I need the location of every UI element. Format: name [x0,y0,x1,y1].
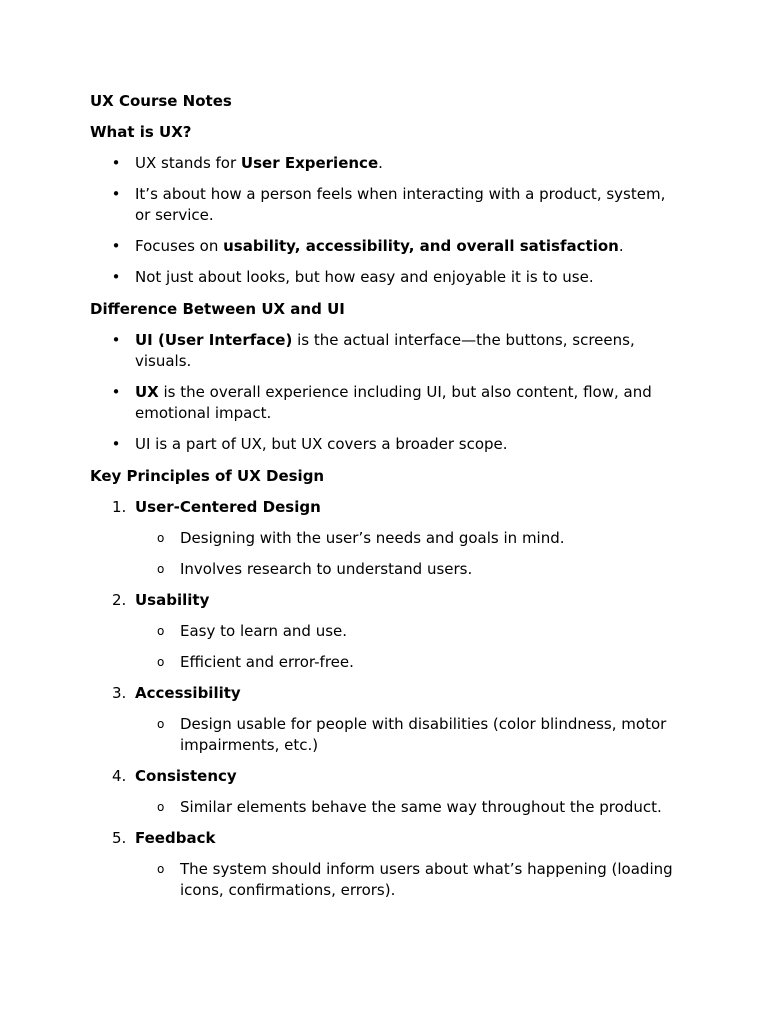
list-number: 5. [112,829,127,847]
principle-item [90,497,678,580]
heading-what-is-ux: What is UX? [90,123,192,141]
sub-item-text: Efficient and error-free. [180,653,354,671]
bullet-icon: • [111,331,121,349]
sub-list-item [135,559,678,580]
principle-title: Accessibility [135,684,241,702]
item-text: is the actual interface—the buttons, screens, visuals. [135,331,635,370]
bullet-icon: • [111,154,121,172]
principle-item [90,766,678,818]
sub-item-text: Similar elements behave the same way throughout the product. [180,798,662,816]
circle-bullet-icon: o [157,717,165,731]
principle-title: Usability [135,591,210,609]
sub-list-item [135,621,678,642]
sub-list-item [135,797,678,818]
list-item [90,153,678,174]
bullet-icon: • [111,268,121,286]
list-item [90,184,678,226]
item-text: Focuses on [135,237,224,255]
principle-subitems [135,714,678,756]
principle-subitems [135,621,678,673]
item-text: . [378,154,383,172]
sub-item-text: Involves research to understand users. [180,560,473,578]
sub-list-item [135,652,678,673]
item-bold-text: UX [135,383,159,401]
principle-title: User-Centered Design [135,498,321,516]
list-item [90,330,678,372]
item-text: UI is a part of UX, but UX covers a broader scope. [135,435,508,453]
principle-item [90,683,678,756]
sub-list-item [135,714,678,756]
bullet-icon: • [111,435,121,453]
bullet-icon: • [111,237,121,255]
sub-list-item [135,859,678,901]
principle-subitems [135,528,678,580]
principle-subitems [135,859,678,901]
item-text: UX stands for [135,154,241,172]
item-text: Not just about looks, but how easy and enjoyable it is to use. [135,268,594,286]
list-number: 1. [112,498,127,516]
sub-item-text: The system should inform users about what’s happening (loading icons, confirmations, errors). [180,860,673,899]
list-number: 2. [112,591,127,609]
principle-title: Consistency [135,767,237,785]
circle-bullet-icon: o [157,800,165,814]
sub-list-item [135,528,678,549]
principles-list [90,497,678,901]
sub-item-text: Design usable for people with disabilities (color blindness, motor impairments, etc.) [180,715,667,754]
item-bold-text: UI (User Interface) [135,331,293,349]
bullet-icon: • [111,383,121,401]
item-bold-text: User Experience [240,154,379,172]
bullet-icon: • [111,185,121,203]
heading-ux-vs-ui: Difference Between UX and UI [90,300,345,318]
principle-subitems [135,797,678,818]
circle-bullet-icon: o [157,562,165,576]
sub-item-text: Easy to learn and use. [180,622,348,640]
list-item [90,267,678,288]
circle-bullet-icon: o [157,531,165,545]
ux-vs-ui-list [90,330,678,455]
principle-title: Feedback [135,829,216,847]
list-number: 4. [112,767,127,785]
sub-item-text: Designing with the user’s needs and goals in mind. [180,529,565,547]
list-number: 3. [112,684,127,702]
what-is-ux-list [90,153,678,288]
heading-key-principles: Key Principles of UX Design [90,467,325,485]
principle-item [90,828,678,901]
circle-bullet-icon: o [157,655,165,669]
list-item [90,236,678,257]
circle-bullet-icon: o [157,624,165,638]
principle-item [90,590,678,673]
document-title: UX Course Notes [90,92,232,110]
item-text: It’s about how a person feels when interacting with a product, system, or service. [135,185,666,224]
circle-bullet-icon: o [157,862,165,876]
item-bold-text: usability, accessibility, and overall satisfaction [223,237,619,255]
list-item [90,434,678,455]
item-text: is the overall experience including UI, but also content, flow, and emotional impact. [135,383,652,422]
list-item [90,382,678,424]
item-text: . [618,237,624,255]
